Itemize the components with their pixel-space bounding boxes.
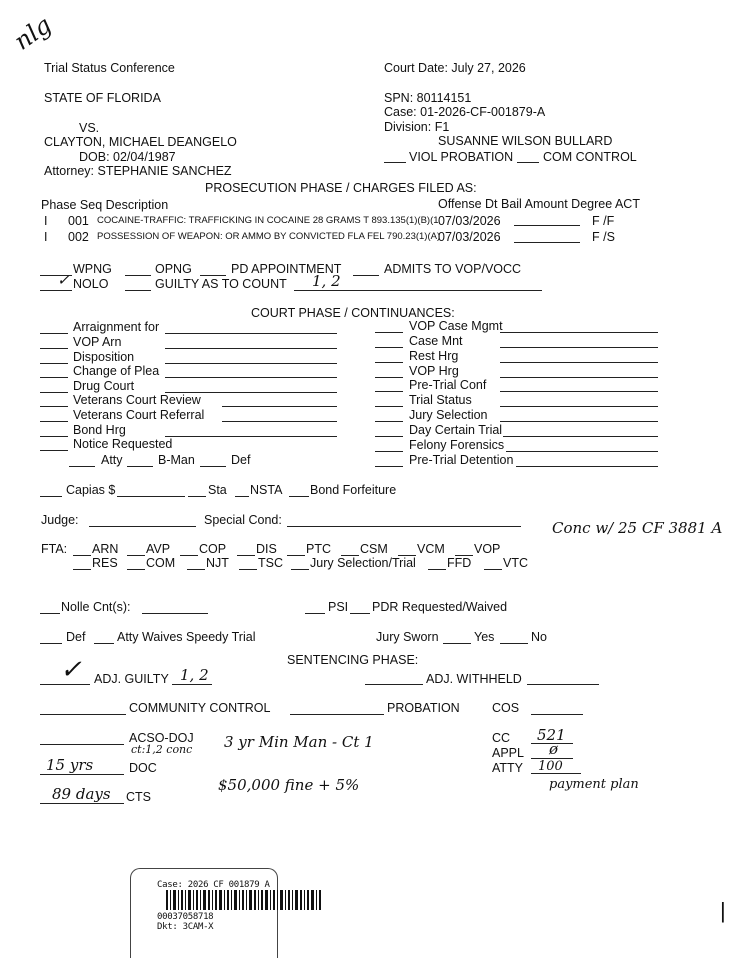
charge-phase: I (44, 214, 48, 228)
presiding-judge: SUSANNE WILSON BULLARD (438, 134, 613, 148)
fine-handwritten: $50,000 fine + 5% (218, 776, 360, 794)
acso-counts-handwritten: ct:1,2 conc (131, 743, 193, 756)
list-item: Arraignment for (73, 320, 160, 334)
special-cond-handwritten: Conc w/ 25 CF 3881 A (552, 519, 723, 537)
bond-forfeiture-label: Bond Forfeiture (310, 483, 397, 497)
versus: VS. (79, 121, 100, 135)
judge-label: Judge: (41, 513, 79, 527)
fta-tsc: TSC (258, 556, 283, 570)
charge-seq: 001 (68, 214, 89, 228)
community-control-label: COMMUNITY CONTROL (129, 701, 271, 715)
pd-appointment-label: PD APPOINTMENT (231, 262, 342, 276)
yes-label: Yes (474, 630, 495, 644)
fta-ptc: PTC (306, 542, 331, 556)
special-cond-label: Special Cond: (204, 513, 282, 527)
case-number: Case: 01-2026-CF-001879-A (384, 105, 546, 119)
adj-guilty-label: ADJ. GUILTY (94, 672, 169, 686)
cts-label: CTS (126, 790, 151, 804)
adj-guilty-counts-handwritten: 1, 2 (180, 666, 209, 684)
fta-njt: NJT (206, 556, 229, 570)
charge-desc: COCAINE-TRAFFIC: TRAFFICKING IN COCAINE 28 GRAMS T 893.135(1)(B)(1 (97, 215, 439, 226)
list-item: Veterans Court Referral (73, 408, 205, 422)
jury-sworn-label: Jury Sworn (376, 630, 439, 644)
admits-vop-label: ADMITS TO VOP/VOCC (384, 262, 522, 276)
no-label: No (531, 630, 547, 644)
doc-label: DOC (129, 761, 157, 775)
list-item: Notice Requested (73, 437, 173, 451)
charge-seq: 002 (68, 230, 89, 244)
list-item: Drug Court (73, 379, 135, 393)
probation-label: PROBATION (387, 701, 460, 715)
spn: SPN: 80114151 (384, 91, 472, 105)
appl-label: APPL (492, 746, 524, 760)
fta-arn: ARN (92, 542, 119, 556)
charge-desc: POSSESSION OF WEAPON: OR AMMO BY CONVICTED FLA FEL 790.23(1)(A) (97, 231, 441, 242)
list-item: Change of Plea (73, 364, 160, 378)
margin-mark: | (720, 898, 726, 923)
list-item: Pre-Trial Conf (409, 378, 487, 392)
charges-col-left: Phase Seq Description (41, 198, 169, 212)
atty-fee-label: ATTY (492, 761, 524, 775)
atty-fee-handwritten: 100 (538, 759, 563, 774)
sentencing-title: SENTENCING PHASE: (287, 653, 419, 667)
list-item: Jury Selection (409, 408, 488, 422)
charge-phase: I (44, 230, 48, 244)
list-item: Pre-Trial Detention (409, 453, 514, 467)
list-item: Trial Status (409, 393, 472, 407)
sta-label: Sta (208, 483, 227, 497)
fta-cop: COP (199, 542, 227, 556)
list-item: Day Certain Trial (409, 423, 503, 437)
list-item: Veterans Court Review (73, 393, 201, 407)
prosecution-title: PROSECUTION PHASE / CHARGES FILED AS: (205, 181, 477, 195)
com-control-label: COM CONTROL (543, 150, 637, 164)
court-phase-title: COURT PHASE / CONTINUANCES: (251, 306, 455, 320)
list-item: VOP Hrg (409, 364, 459, 378)
charge-date: 07/03/2026 (438, 214, 501, 228)
list-item: Rest Hrg (409, 349, 459, 363)
nolle-label: Nolle Cnt(s): (61, 600, 131, 614)
division: Division: F1 (384, 120, 450, 134)
guilty-as-to-count-label: GUILTY AS TO COUNT (155, 277, 287, 291)
cos-label: COS (492, 701, 520, 715)
barcode-icon (166, 890, 322, 910)
adj-withheld-label: ADJ. WITHHELD (426, 672, 522, 686)
fta-com: COM (146, 556, 176, 570)
atty-waives-label: Atty Waives Speedy Trial (117, 630, 256, 644)
opng-label: OPNG (155, 262, 192, 276)
fta-csm: CSM (360, 542, 388, 556)
charge-degree: F /S (592, 230, 615, 244)
list-item: Case Mnt (409, 334, 463, 348)
def-label: Def (66, 630, 86, 644)
barcode-case-text: Case: 2026 CF 001879 A (157, 880, 270, 890)
court-date: Court Date: July 27, 2026 (384, 61, 526, 75)
list-item: Disposition (73, 350, 135, 364)
acso-doj-label: ACSO-DOJ (129, 731, 194, 745)
charges-col-right: Offense Dt Bail Amount Degree ACT (438, 197, 640, 211)
hearing-type: Trial Status Conference (44, 61, 175, 75)
attorney: Attorney: STEPHANIE SANCHEZ (44, 164, 232, 178)
fta-vop: VOP (474, 542, 501, 556)
fta-jury-selection: Jury Selection/Trial (310, 556, 416, 570)
state-label: STATE OF FLORIDA (44, 91, 161, 105)
charge-date: 07/03/2026 (438, 230, 501, 244)
fta-avp: AVP (146, 542, 171, 556)
capias-label: Capias $ (66, 483, 116, 497)
fta-res: RES (92, 556, 118, 570)
fta-dis: DIS (256, 542, 277, 556)
handwritten-initials: nlg (8, 10, 57, 56)
adj-guilty-checkmark: ✓ (60, 655, 82, 685)
cts-handwritten: 89 days (52, 785, 111, 803)
doc-handwritten: 15 yrs (46, 756, 94, 774)
fta-ffd: FFD (447, 556, 472, 570)
list-item: VOP Case Mgmt (409, 319, 503, 333)
pdr-label: PDR Requested/Waived (372, 600, 508, 614)
defendant-name: CLAYTON, MICHAEL DEANGELO (44, 135, 237, 149)
cc-label: CC (492, 731, 511, 745)
psi-label: PSI (328, 600, 349, 614)
notice-bman-label: B-Man (158, 453, 195, 467)
wpng-label: WPNG (73, 262, 112, 276)
defendant-dob: DOB: 02/04/1987 (79, 150, 176, 164)
viol-probation-label: VIOL PROBATION (409, 150, 514, 164)
notice-atty-label: Atty (101, 453, 123, 467)
notice-def-label: Def (231, 453, 251, 467)
guilty-count-handwritten: 1, 2 (312, 272, 341, 290)
nsta-label: NSTA (250, 483, 283, 497)
list-item: VOP Arn (73, 335, 122, 349)
payment-plan-handwritten: payment plan (549, 777, 639, 792)
appl-handwritten: ø (549, 740, 559, 758)
barcode-number: 00037058718 (157, 912, 214, 922)
list-item: Felony Forensics (409, 438, 505, 452)
barcode-dkt: Dkt: 3CAM-X (157, 922, 214, 932)
fta-vtc: VTC (503, 556, 528, 570)
min-mandatory-handwritten: 3 yr Min Man - Ct 1 (224, 733, 374, 751)
list-item: Bond Hrg (73, 423, 126, 437)
fta-vcm: VCM (417, 542, 445, 556)
fta-label: FTA: (41, 542, 68, 556)
charge-degree: F /F (592, 214, 615, 228)
nolo-label: NOLO (73, 277, 109, 291)
cc-handwritten: 521 (537, 726, 566, 744)
nolo-checkmark: ✓ (57, 271, 70, 289)
